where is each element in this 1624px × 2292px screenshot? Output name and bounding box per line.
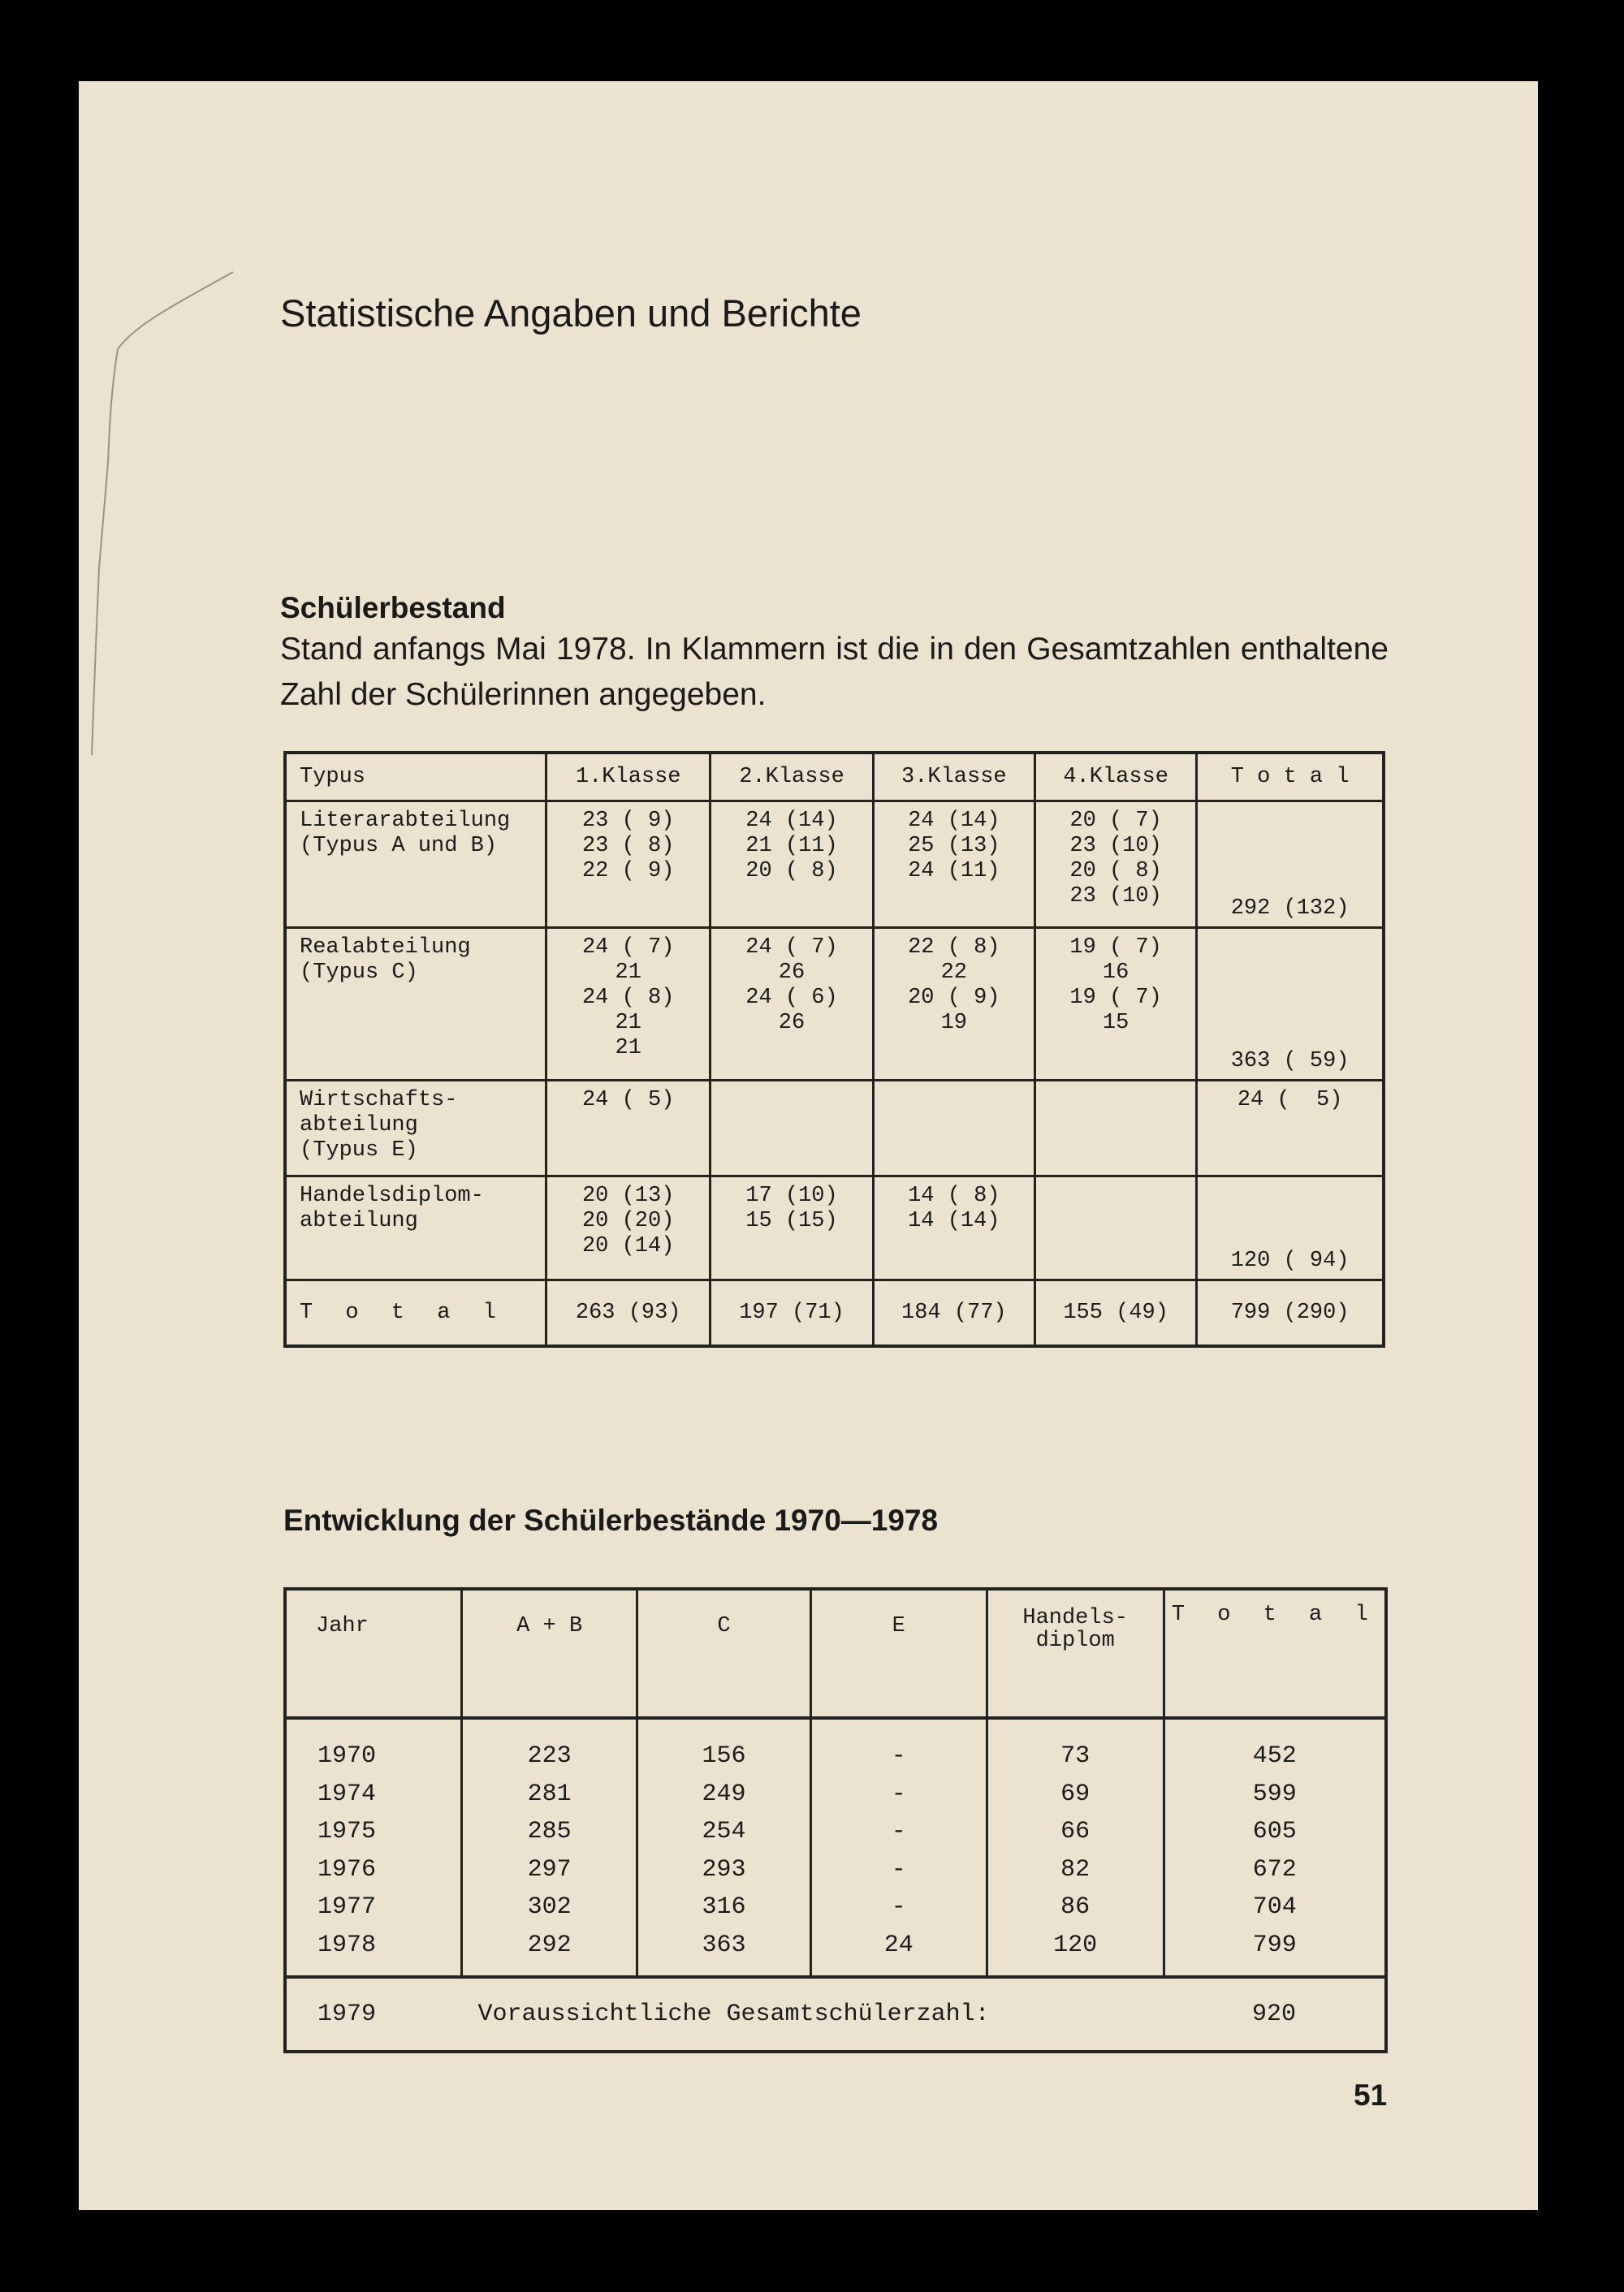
header-total: T o t a l [1197,753,1384,801]
value: - [891,1780,906,1808]
value: 82 [1060,1855,1091,1884]
total-row [285,1280,1384,1347]
forecast-row [285,1977,1386,2052]
column-c [637,1718,810,1977]
cell-klasse-1 [546,1081,710,1176]
value: 605 [1252,1818,1297,1845]
value: 23 (10) [1069,834,1162,858]
value: 69 [1060,1780,1091,1808]
header-total: T o t a l [1164,1589,1386,1718]
value: 66 [1060,1818,1091,1845]
value: 363 ( 59) [1230,1049,1350,1073]
value: 254 [702,1818,746,1845]
total-klasse-4: 155 (49) [1034,1280,1196,1347]
cell-klasse-3 [873,928,1034,1081]
cell-klasse-1 [546,1176,710,1280]
value: 19 [940,1011,968,1035]
table-row [285,1081,1384,1176]
value: 223 [527,1742,572,1770]
value: 24 [883,1931,914,1959]
header-e: E [810,1589,987,1718]
value: 363 [702,1931,746,1959]
cell-klasse-4 [1034,1176,1196,1280]
header-klasse-2: 2.Klasse [710,753,873,801]
cell-klasse-2 [710,801,873,928]
value: 24 ( 7) [745,935,838,960]
total-label: T o t a l [285,1280,546,1347]
header-c: C [637,1589,810,1718]
row-typus [285,928,546,1081]
value: 21 [615,1036,641,1060]
value: - [891,1893,906,1921]
typus-line: (Typus C) [300,960,418,985]
page-title: Statistische Angaben und Berichte [280,291,862,335]
value: 14 (14) [908,1209,1000,1233]
typus-line: abteilung [300,1113,418,1137]
value: 24 ( 7) [581,935,675,960]
page-number: 51 [1354,2078,1388,2112]
table-header-row [285,1589,1386,1718]
student-count-table [283,751,1385,1348]
value: 22 [940,960,968,985]
year: 1978 [317,1931,377,1959]
value: 292 (132) [1230,896,1350,921]
value: 14 ( 8) [908,1184,1000,1208]
column-handelsdiplom [987,1718,1164,1977]
value: 23 (10) [1069,884,1162,909]
cell-klasse-4 [1034,1081,1196,1176]
value: 22 ( 9) [581,859,675,883]
value: 24 (11) [908,859,1000,883]
value: 25 (13) [908,834,1000,858]
value: 21 [615,960,641,985]
value: 23 ( 9) [581,809,675,833]
value: 20 ( 8) [745,859,838,883]
value: 316 [702,1893,746,1921]
value: - [891,1855,906,1884]
section-heading-entwicklung: Entwicklung der Schülerbestände 1970—1978 [283,1504,939,1537]
document-page [79,81,1538,2210]
value: 15 (15) [745,1209,838,1233]
value: 20 (13) [581,1184,675,1208]
value: 20 ( 8) [1069,859,1162,883]
value: 22 ( 8) [908,935,1000,960]
typus-line: Wirtschafts- [300,1088,458,1112]
cell-klasse-2 [710,1176,873,1280]
year: 1977 [317,1893,377,1921]
value: 799 [1252,1931,1297,1959]
header-klasse-4: 4.Klasse [1034,753,1196,801]
typus-line: Realabteilung [300,935,471,960]
header-ab: A + B [462,1589,637,1718]
header-klasse-1: 1.Klasse [546,753,710,801]
value: 26 [778,960,806,985]
cell-klasse-3 [873,1081,1034,1176]
cell-klasse-1 [546,928,710,1081]
table-row [285,1718,1386,1977]
table-row [285,1176,1384,1280]
year: 1975 [317,1818,377,1845]
value: 24 ( 5) [581,1088,675,1112]
column-total [1164,1718,1386,1977]
value: 20 (20) [581,1209,675,1233]
value: 452 [1252,1742,1297,1770]
cell-klasse-4 [1034,928,1196,1081]
header-typus: Typus [285,753,546,801]
cell-klasse-2 [710,928,873,1081]
value: 19 ( 7) [1069,935,1162,960]
header-klasse-3: 3.Klasse [873,753,1034,801]
value: 73 [1060,1742,1091,1770]
typus-line: Handelsdiplom- [300,1184,484,1208]
value: 20 ( 7) [1069,809,1162,833]
value: 120 [1053,1931,1098,1959]
cell-total [1197,801,1384,928]
value: 21 (11) [745,834,838,858]
typus-line: (Typus E) [300,1138,418,1163]
value: 24 ( 5) [1237,1088,1343,1112]
cell-total [1197,1081,1384,1176]
year: 1974 [317,1780,377,1808]
value: 26 [778,1011,806,1035]
total-grand: 799 (290) [1197,1280,1384,1347]
forecast-value: 920 [1164,1977,1386,2052]
value: 86 [1060,1893,1091,1921]
header-handelsdiplom: Handels- diplom [987,1589,1164,1718]
value: 23 ( 8) [581,834,675,858]
pencil-line [118,272,233,349]
cell-klasse-1 [546,801,710,928]
value: - [891,1742,906,1770]
cell-klasse-4 [1034,801,1196,928]
forecast-year: 1979 [285,1977,462,2052]
value: 20 ( 9) [908,986,1000,1010]
value: 156 [702,1742,746,1770]
header-jahr: Jahr [285,1589,462,1718]
year: 1970 [317,1742,377,1770]
value: 24 (14) [908,809,1000,833]
value: 19 ( 7) [1069,986,1162,1010]
pencil-line [92,349,118,755]
row-typus [285,1176,546,1280]
row-typus [285,1081,546,1176]
value: 15 [1102,1011,1129,1035]
table-header-row [285,753,1384,801]
value: 249 [702,1780,746,1808]
column-jahr [285,1718,462,1977]
value: 24 (14) [745,809,838,833]
column-e [810,1718,987,1977]
column-ab [462,1718,637,1977]
value: 302 [527,1893,572,1921]
value: 672 [1252,1855,1297,1884]
cell-klasse-3 [873,801,1034,928]
total-klasse-1: 263 (93) [546,1280,710,1347]
table-row [285,928,1384,1081]
value: 24 ( 8) [581,986,675,1010]
value: - [891,1818,906,1845]
total-klasse-2: 197 (71) [710,1280,873,1347]
value: 292 [527,1931,572,1959]
value: 285 [527,1818,572,1845]
typus-line: (Typus A und B) [300,834,498,858]
value: 16 [1102,960,1129,985]
value: 24 ( 6) [745,986,838,1010]
value: 20 (14) [581,1234,675,1258]
section-heading-schuelerbestand: Schülerbestand [280,591,506,624]
value: 293 [702,1855,746,1884]
value: 21 [615,1011,641,1035]
value: 297 [527,1855,572,1884]
cell-total [1197,928,1384,1081]
table-row [285,801,1384,928]
typus-line: Literarabteilung [300,809,511,833]
value: 599 [1252,1780,1297,1808]
value: 120 ( 94) [1230,1249,1350,1273]
development-table [283,1587,1388,2053]
value: 17 (10) [745,1184,838,1208]
value: 281 [527,1780,572,1808]
cell-klasse-3 [873,1176,1034,1280]
typus-line: abteilung [300,1209,418,1233]
forecast-label: Voraussichtliche Gesamtschülerzahl: [462,1977,1164,2052]
year: 1976 [317,1855,377,1884]
cell-total [1197,1176,1384,1280]
total-klasse-3: 184 (77) [873,1280,1034,1347]
row-typus [285,801,546,928]
value: 704 [1252,1893,1297,1921]
cell-klasse-2 [710,1081,873,1176]
intro-paragraph: Stand anfangs Mai 1978. In Klammern ist die in den Gesamtzahlen enthaltene Zahl der Schülerinnen angegeben. [280,632,1389,712]
